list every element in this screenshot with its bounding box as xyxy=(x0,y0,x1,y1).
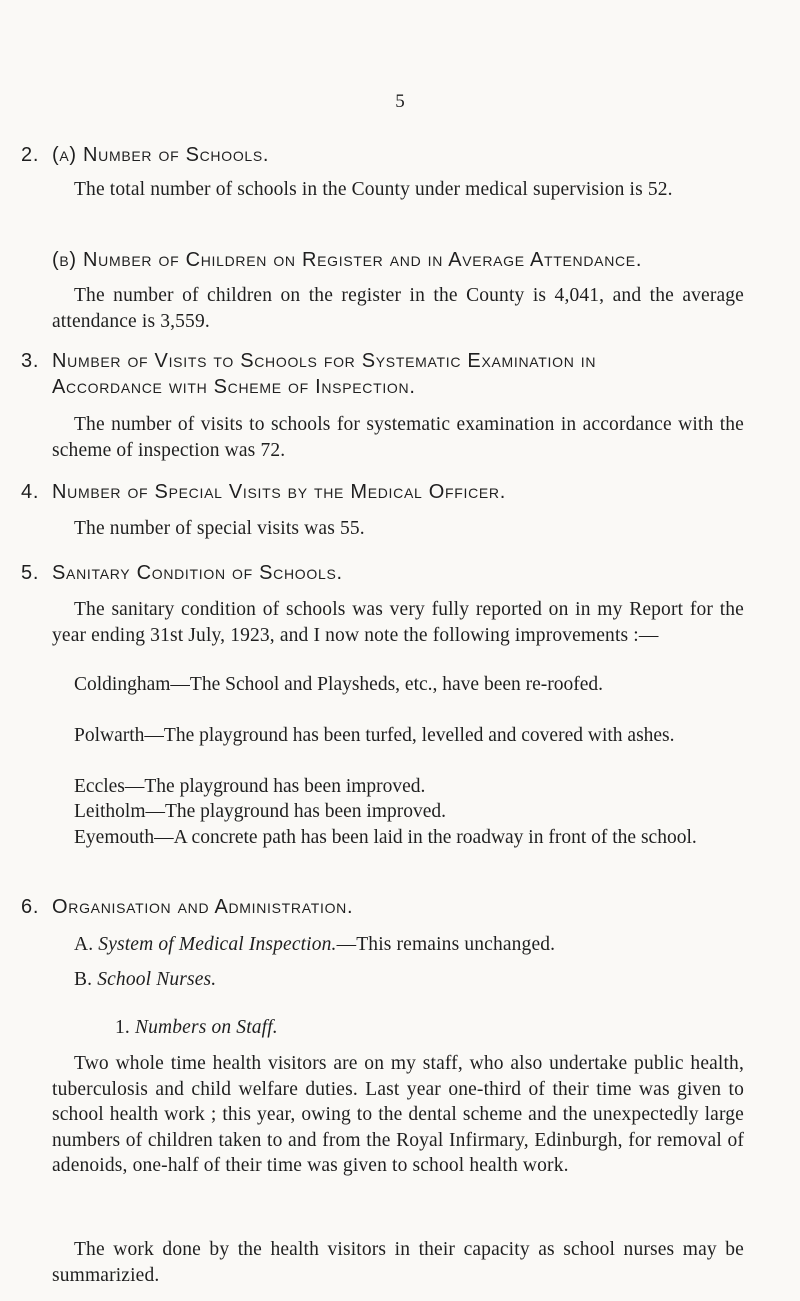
section-6-a-title: System of Medical Inspection. xyxy=(98,934,337,955)
page-number: 5 xyxy=(395,91,405,112)
section-4-heading: 4. Number of Special Visits by the Medical Officer. xyxy=(21,481,506,503)
section-3-number: 3. xyxy=(21,350,40,372)
section-4-text: The number of special visits was 55. xyxy=(74,518,365,539)
section-6-a-label: A. xyxy=(74,934,94,955)
section-5-heading: 5. Sanitary Condition of Schools. xyxy=(21,562,343,584)
section-6-b-title: School Nurses. xyxy=(97,969,217,990)
section-3-heading-line2: Accordance with Scheme of Inspection. xyxy=(52,376,416,398)
section-5-number: 5. xyxy=(21,562,40,584)
list-item: Leitholm—The playground has been improved. xyxy=(74,801,447,822)
section-2-b-text: The number of children on the register in the County is 4,041, and the average attendance is 3,559. xyxy=(52,285,744,332)
section-3-heading-line1: 3. Number of Visits to Schools for Systematic Examination in xyxy=(21,350,597,372)
section-6-b-label: B. xyxy=(74,969,93,990)
list-item: Polwarth—The playground has been turfed, levelled and covered with ashes. xyxy=(74,725,675,746)
list-item: Eyemouth—A concrete path has been laid in the roadway in front of the school. xyxy=(74,827,697,848)
section-6-a-text: —This remains unchanged. xyxy=(336,934,556,955)
section-6-b xyxy=(74,967,744,993)
section-6-paragraph-1: Two whole time health visitors are on my staff, who also undertake public health, tuberculosis and child welfare duties. Last year one-third of their time was given to school health work ; this year, owing to the dental scheme and the unexpectedly large numbers of children taken to and from the Royal Infirmary, Edinburgh, for removal of adenoids, one-half of their time was given to school health work. xyxy=(52,1053,744,1176)
section-6-a xyxy=(74,932,744,958)
section-6-number: 6. xyxy=(21,896,40,918)
section-5-text: The sanitary condition of schools was very fully reported on in my Report for the year ending 31st July, 1923, and I now note the following improvements :— xyxy=(52,599,744,646)
section-4-number: 4. xyxy=(21,481,40,503)
section-6-heading: 6. Organisation and Administration. xyxy=(21,896,354,918)
section-2-b-heading: (b) Number of Children on Register and in Average Attendance. xyxy=(52,249,643,271)
list-item: Coldingham—The School and Playsheds, etc., have been re-roofed. xyxy=(74,674,604,695)
section-2-number: 2. xyxy=(21,144,40,166)
section-2-a-text: The total number of schools in the County under medical supervision is 52. xyxy=(74,179,673,200)
list-item: Eccles—The playground has been improved. xyxy=(74,776,426,797)
section-6-sub xyxy=(115,1015,744,1041)
section-6-sub-title: Numbers on Staff. xyxy=(134,1017,278,1038)
section-6-sub-label: 1. xyxy=(115,1017,130,1038)
section-3-text: The number of visits to schools for systematic examination in accordance with the scheme of inspection was 72. xyxy=(52,414,744,461)
section-2-a-heading: 2. (a) Number of Schools. xyxy=(21,144,270,166)
section-6-paragraph-2: The work done by the health visitors in their capacity as school nurses may be summarizied. xyxy=(52,1239,744,1286)
